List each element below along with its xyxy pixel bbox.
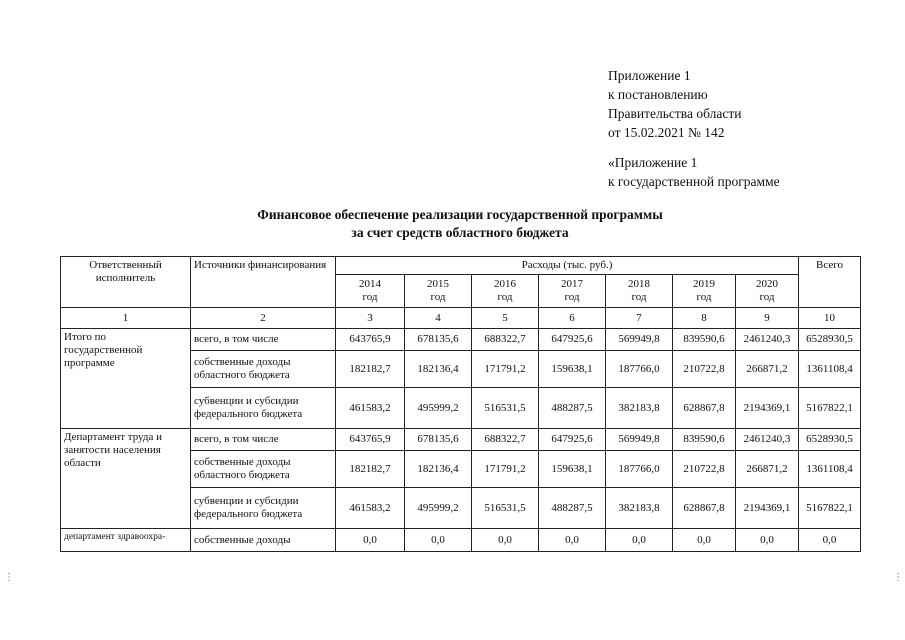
value-cell: 516531,5 xyxy=(472,488,539,529)
value-cell: 2194369,1 xyxy=(736,488,799,529)
value-cell: 2461240,3 xyxy=(736,329,799,351)
year-unit: год xyxy=(631,291,647,303)
source-cell: собственные доходы областного бюджета xyxy=(191,451,336,488)
header-row xyxy=(61,257,861,275)
value-cell: 182182,7 xyxy=(336,451,405,488)
scan-edge-mark: ⋮ xyxy=(893,572,903,583)
value-cell: 159638,1 xyxy=(539,351,606,388)
appendix-line: «Приложение 1 xyxy=(608,155,698,170)
year-value: 2019 xyxy=(693,278,715,290)
source-cell: всего, в том числе xyxy=(191,429,336,451)
year-header xyxy=(336,275,405,308)
year-unit: год xyxy=(696,291,712,303)
value-cell: 647925,6 xyxy=(539,329,606,351)
year-header xyxy=(606,275,673,308)
value-cell: 0,0 xyxy=(606,529,673,552)
year-header xyxy=(472,275,539,308)
year-value: 2015 xyxy=(427,278,449,290)
value-cell: 516531,5 xyxy=(472,388,539,429)
table-row xyxy=(61,329,861,351)
value-cell: 2461240,3 xyxy=(736,429,799,451)
value-cell: 488287,5 xyxy=(539,388,606,429)
value-cell: 628867,8 xyxy=(673,388,736,429)
value-cell: 187766,0 xyxy=(606,351,673,388)
source-cell: субвенции и субсидии федерального бюджета xyxy=(191,488,336,529)
appendix-line: Правительства области xyxy=(608,106,742,121)
value-cell: 488287,5 xyxy=(539,488,606,529)
value-cell: 461583,2 xyxy=(336,388,405,429)
value-cell: 182136,4 xyxy=(405,451,472,488)
year-value: 2020 xyxy=(756,278,779,290)
year-unit: год xyxy=(430,291,446,303)
column-index: 9 xyxy=(736,308,799,329)
value-cell: 628867,8 xyxy=(673,488,736,529)
value-cell: 2194369,1 xyxy=(736,388,799,429)
header-total: Всего xyxy=(799,257,861,308)
value-cell: 266871,2 xyxy=(736,351,799,388)
value-cell: 0,0 xyxy=(336,529,405,552)
year-header xyxy=(539,275,606,308)
value-cell: 647925,6 xyxy=(539,429,606,451)
value-cell: 678135,6 xyxy=(405,329,472,351)
value-cell: 266871,2 xyxy=(736,451,799,488)
value-cell: 0,0 xyxy=(405,529,472,552)
column-index: 5 xyxy=(472,308,539,329)
value-cell: 0,0 xyxy=(539,529,606,552)
value-cell: 688322,7 xyxy=(472,429,539,451)
value-cell: 182136,4 xyxy=(405,351,472,388)
value-cell: 0,0 xyxy=(472,529,539,552)
value-cell: 171791,2 xyxy=(472,351,539,388)
header-executor: Ответственный исполнитель xyxy=(61,257,191,308)
column-index: 6 xyxy=(539,308,606,329)
year-header xyxy=(673,275,736,308)
total-cell: 6528930,5 xyxy=(799,429,861,451)
appendix-line: Приложение 1 xyxy=(608,68,691,83)
value-cell: 643765,9 xyxy=(336,429,405,451)
column-index: 8 xyxy=(673,308,736,329)
value-cell: 182182,7 xyxy=(336,351,405,388)
table-row xyxy=(61,429,861,451)
value-cell: 678135,6 xyxy=(405,429,472,451)
value-cell: 495999,2 xyxy=(405,488,472,529)
year-value: 2016 xyxy=(494,278,516,290)
year-unit: год xyxy=(497,291,513,303)
value-cell: 382183,8 xyxy=(606,488,673,529)
year-unit: год xyxy=(759,291,775,303)
year-value: 2017 xyxy=(561,278,583,290)
column-index: 2 xyxy=(191,308,336,329)
value-cell: 495999,2 xyxy=(405,388,472,429)
index-row xyxy=(61,308,861,329)
source-cell: собственные доходы областного бюджета xyxy=(191,351,336,388)
value-cell: 187766,0 xyxy=(606,451,673,488)
total-cell: 1361108,4 xyxy=(799,451,861,488)
total-cell: 1361108,4 xyxy=(799,351,861,388)
value-cell: 643765,9 xyxy=(336,329,405,351)
column-index: 3 xyxy=(336,308,405,329)
header-sources: Источники финансирования xyxy=(191,257,336,308)
source-cell: всего, в том числе xyxy=(191,329,336,351)
value-cell: 210722,8 xyxy=(673,351,736,388)
year-value: 2018 xyxy=(628,278,650,290)
column-index: 1 xyxy=(61,308,191,329)
scan-edge-mark: ⋮ xyxy=(4,572,14,583)
value-cell: 569949,8 xyxy=(606,329,673,351)
value-cell: 382183,8 xyxy=(606,388,673,429)
appendix-line: к государственной программе xyxy=(608,174,780,189)
value-cell: 839590,6 xyxy=(673,329,736,351)
source-cell: субвенции и субсидии федерального бюджета xyxy=(191,388,336,429)
appendix-block-program xyxy=(608,153,780,191)
year-unit: год xyxy=(362,291,378,303)
executor-cell: Департамент труда и занятости населения области xyxy=(61,429,191,529)
appendix-block xyxy=(608,66,741,142)
value-cell: 171791,2 xyxy=(472,451,539,488)
value-cell: 210722,8 xyxy=(673,451,736,488)
value-cell: 461583,2 xyxy=(336,488,405,529)
value-cell: 569949,8 xyxy=(606,429,673,451)
appendix-line: от 15.02.2021 № 142 xyxy=(608,125,725,140)
finance-table xyxy=(60,256,861,552)
value-cell: 839590,6 xyxy=(673,429,736,451)
column-index: 10 xyxy=(799,308,861,329)
value-cell: 159638,1 xyxy=(539,451,606,488)
total-cell: 0,0 xyxy=(799,529,861,552)
year-value: 2014 xyxy=(359,278,381,290)
title-line: Финансовое обеспечение реализации государственной программы xyxy=(257,207,663,222)
value-cell: 688322,7 xyxy=(472,329,539,351)
executor-cell: департамент здравоохра- xyxy=(61,529,191,552)
header-expenses: Расходы (тыс. руб.) xyxy=(336,257,799,275)
executor-cell: Итого по государственной программе xyxy=(61,329,191,429)
total-cell: 6528930,5 xyxy=(799,329,861,351)
value-cell: 0,0 xyxy=(673,529,736,552)
column-index: 4 xyxy=(405,308,472,329)
total-cell: 5167822,1 xyxy=(799,488,861,529)
year-header xyxy=(736,275,799,308)
document-title xyxy=(60,206,860,242)
year-unit: год xyxy=(564,291,580,303)
source-cell: собственные доходы xyxy=(191,529,336,552)
appendix-line: к постановлению xyxy=(608,87,708,102)
table-row xyxy=(61,529,861,552)
column-index: 7 xyxy=(606,308,673,329)
year-header xyxy=(405,275,472,308)
total-cell: 5167822,1 xyxy=(799,388,861,429)
title-line: за счет средств областного бюджета xyxy=(351,225,569,240)
value-cell: 0,0 xyxy=(736,529,799,552)
